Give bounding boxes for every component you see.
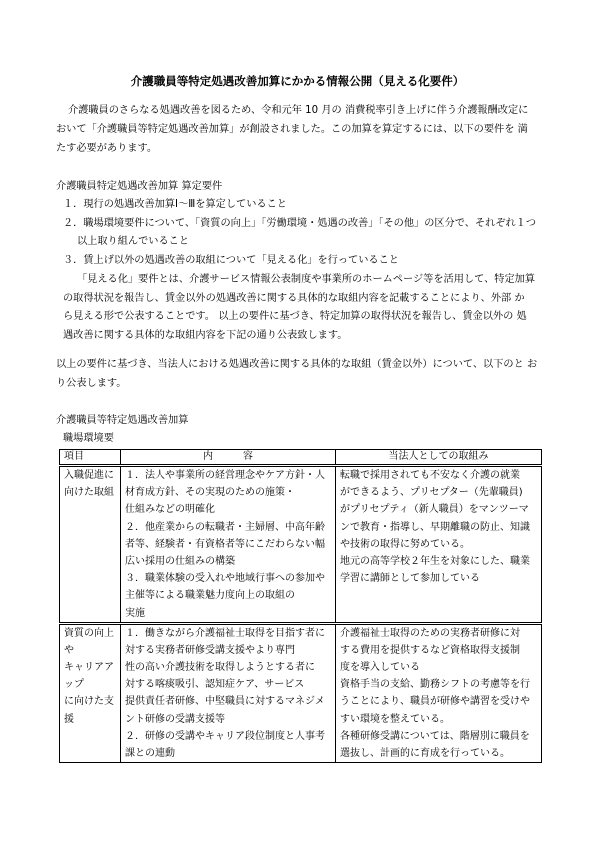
workplace-environment-table bbox=[59, 449, 542, 763]
requirement-2-cont: 以上取り組んでいること bbox=[77, 236, 190, 247]
row1-content-line: １．法人や事業所の経営理念やケア方針・人 bbox=[125, 470, 325, 481]
intro-line-2: おいて「介護職員等特定処遇改善加算」が創設されました。この加算を算定するには、以下の要件を 満 bbox=[56, 124, 528, 135]
row1-action-cell bbox=[336, 466, 542, 624]
row2-content-line: 提供責任者研修、中堅職員に対するマネジメ bbox=[125, 696, 325, 708]
row2-content-line: 対する喀痰吸引、認知症ケア、サービス bbox=[125, 679, 305, 691]
row1-content-line: 広い採用の仕組みの構築 bbox=[125, 555, 235, 567]
row2-action-line: 度を導入している bbox=[340, 662, 420, 674]
page-title: 介護職員等特定処遇改善加算にかかる情報公開（見える化要件） bbox=[130, 74, 465, 88]
row1-item-line: 入職促進に bbox=[64, 470, 114, 481]
row2-content-line: ２．研修の受講やキャリア段位制度と人事考 bbox=[125, 730, 325, 742]
row1-content-line: 実施 bbox=[125, 607, 145, 619]
header-item-cell bbox=[60, 450, 121, 466]
row1-action-line: がプリセプティ（新人職員）をマンツーマ bbox=[340, 504, 529, 516]
header-item: 項目 bbox=[64, 451, 84, 462]
row2-item-line: や bbox=[64, 644, 74, 656]
explanation-line-1: 「見える化」要件とは、介護サービス情報公表制度や事業所のホームページ等を活用して、特定加算 bbox=[77, 274, 536, 285]
row2-action-line: 選抜し、計画的に育成を行っている。 bbox=[340, 748, 510, 759]
explanation-line-4: 遇改善に関する具体的な取組内容を下記の通り公表致します。 bbox=[63, 330, 348, 341]
row2-item-cell bbox=[60, 623, 121, 763]
row1-content-line: 者等、経験者・有資格者等にこだわらない幅 bbox=[125, 538, 325, 550]
statement-line-1: 以上の要件に基づき、当法人における処遇改善に関する具体的な取組（賃金以外）について、以下のと お bbox=[56, 359, 538, 370]
row2-item-line: キャリアア bbox=[64, 662, 114, 674]
requirement-2: ２．職場環境要件について、「資質の向上」「労働環境・処遇の改善」「その他」の区分で、それぞれ１つ bbox=[63, 218, 537, 229]
row2-action-line: 介護福祉士取得のための実務者研修に対 bbox=[340, 627, 520, 639]
header-content-cell bbox=[121, 450, 336, 466]
section-heading: 介護職員等特定処遇改善加算 bbox=[56, 415, 189, 426]
row2-content-line: 対する実務者研修受講支援やより専門 bbox=[125, 644, 295, 656]
row2-action-cell bbox=[336, 623, 542, 763]
row2-item-line: 資質の向上 bbox=[64, 627, 114, 639]
row1-action-line: や技術の取得に努めている。 bbox=[340, 538, 470, 550]
explanation-line-3: ら見える形で公表することです。 以上の要件に基づき、特定加算の取得状況を報告し、賃金以外の 処 bbox=[63, 311, 527, 322]
row1-content-cell bbox=[121, 466, 336, 624]
row2-content-line: 性の高い介護技術を取得しようとする者に bbox=[125, 662, 315, 674]
row2-action-line: する費用を提供するなど資格取得支援制 bbox=[340, 644, 520, 656]
row2-action-line: すい環境を整えている。 bbox=[340, 713, 450, 725]
subsection-heading: 職場環境要 bbox=[63, 433, 114, 444]
row1-action-line: 転職で採用されても不安なく介護の就業 bbox=[340, 470, 520, 481]
row2-content-line: 課との連動 bbox=[125, 748, 175, 759]
row2-item-line: に向けた支 bbox=[64, 696, 114, 708]
intro-line-3: たす必要があります。 bbox=[56, 143, 158, 154]
row2-content-line: ント研修の受講支援等 bbox=[125, 713, 225, 725]
row1-action-line: ができるよう、プリセプター（先輩職員) bbox=[340, 487, 523, 499]
requirement-3: ３．賃上げ以外の処遇改善の取組について「見える化」を行っていること bbox=[63, 255, 399, 266]
header-action: 当法人としての取組み bbox=[388, 451, 489, 462]
row1-action-line: 地元の高等学校２年生を対象にした、職業 bbox=[340, 555, 530, 567]
table-row bbox=[60, 623, 542, 763]
row1-item-cell bbox=[60, 466, 121, 624]
row1-content-line: 材育成方針、その実現のための施策・ bbox=[125, 487, 295, 499]
row1-item-line: 向けた取組 bbox=[64, 487, 114, 499]
row2-content-cell bbox=[121, 623, 336, 763]
row2-item-line: 援 bbox=[64, 713, 74, 725]
row2-content-line: １．働きながら介護福祉士取得を目指す者に bbox=[125, 627, 325, 639]
row1-content-line: ３．職業体験の受入れや地域行事への参加や bbox=[125, 573, 325, 585]
row1-content-line: ２．他産業からの転職者・主婦層、中高年齢 bbox=[125, 521, 325, 533]
requirements-heading: 介護職員特定処遇改善加算 算定要件 bbox=[56, 181, 223, 192]
header-action-cell bbox=[336, 450, 542, 466]
explanation-line-2: の取得状況を報告し、賃金以外の処遇改善に関する具体的な取組内容を記載することにより、外部 か bbox=[63, 293, 525, 304]
row2-item-line: ップ bbox=[64, 679, 84, 691]
row2-action-line: 資格手当の支給、勤務シフトの考慮等を行 bbox=[340, 679, 530, 691]
intro-line-1: 介護職員のさらなる処遇改善を図るため、令和元年 10 月の 消費税率引き上げに伴う介護報酬改定に bbox=[68, 105, 529, 116]
row2-action-line: 各種研修受講については、階層別に職員を bbox=[340, 730, 530, 742]
row1-action-line: 学習に講師として参加している bbox=[340, 573, 480, 585]
row1-content-line: 主催等による職業魅力度向上の取組の bbox=[125, 590, 295, 602]
table-row bbox=[60, 466, 542, 624]
statement-line-2: り公表します。 bbox=[56, 378, 127, 389]
row1-action-line: ンで教育・指導し、早期離職の防止、知識 bbox=[340, 521, 530, 533]
table-header-row bbox=[60, 450, 542, 466]
header-content: 内 容 bbox=[203, 451, 253, 462]
row2-action-line: うことにより、職員が研修や講習を受けや bbox=[340, 696, 530, 708]
row1-content-line: 仕組みなどの明確化 bbox=[125, 504, 215, 516]
requirement-1: １．現行の処遇改善加算Ⅰ～Ⅲを算定していること bbox=[63, 199, 287, 210]
